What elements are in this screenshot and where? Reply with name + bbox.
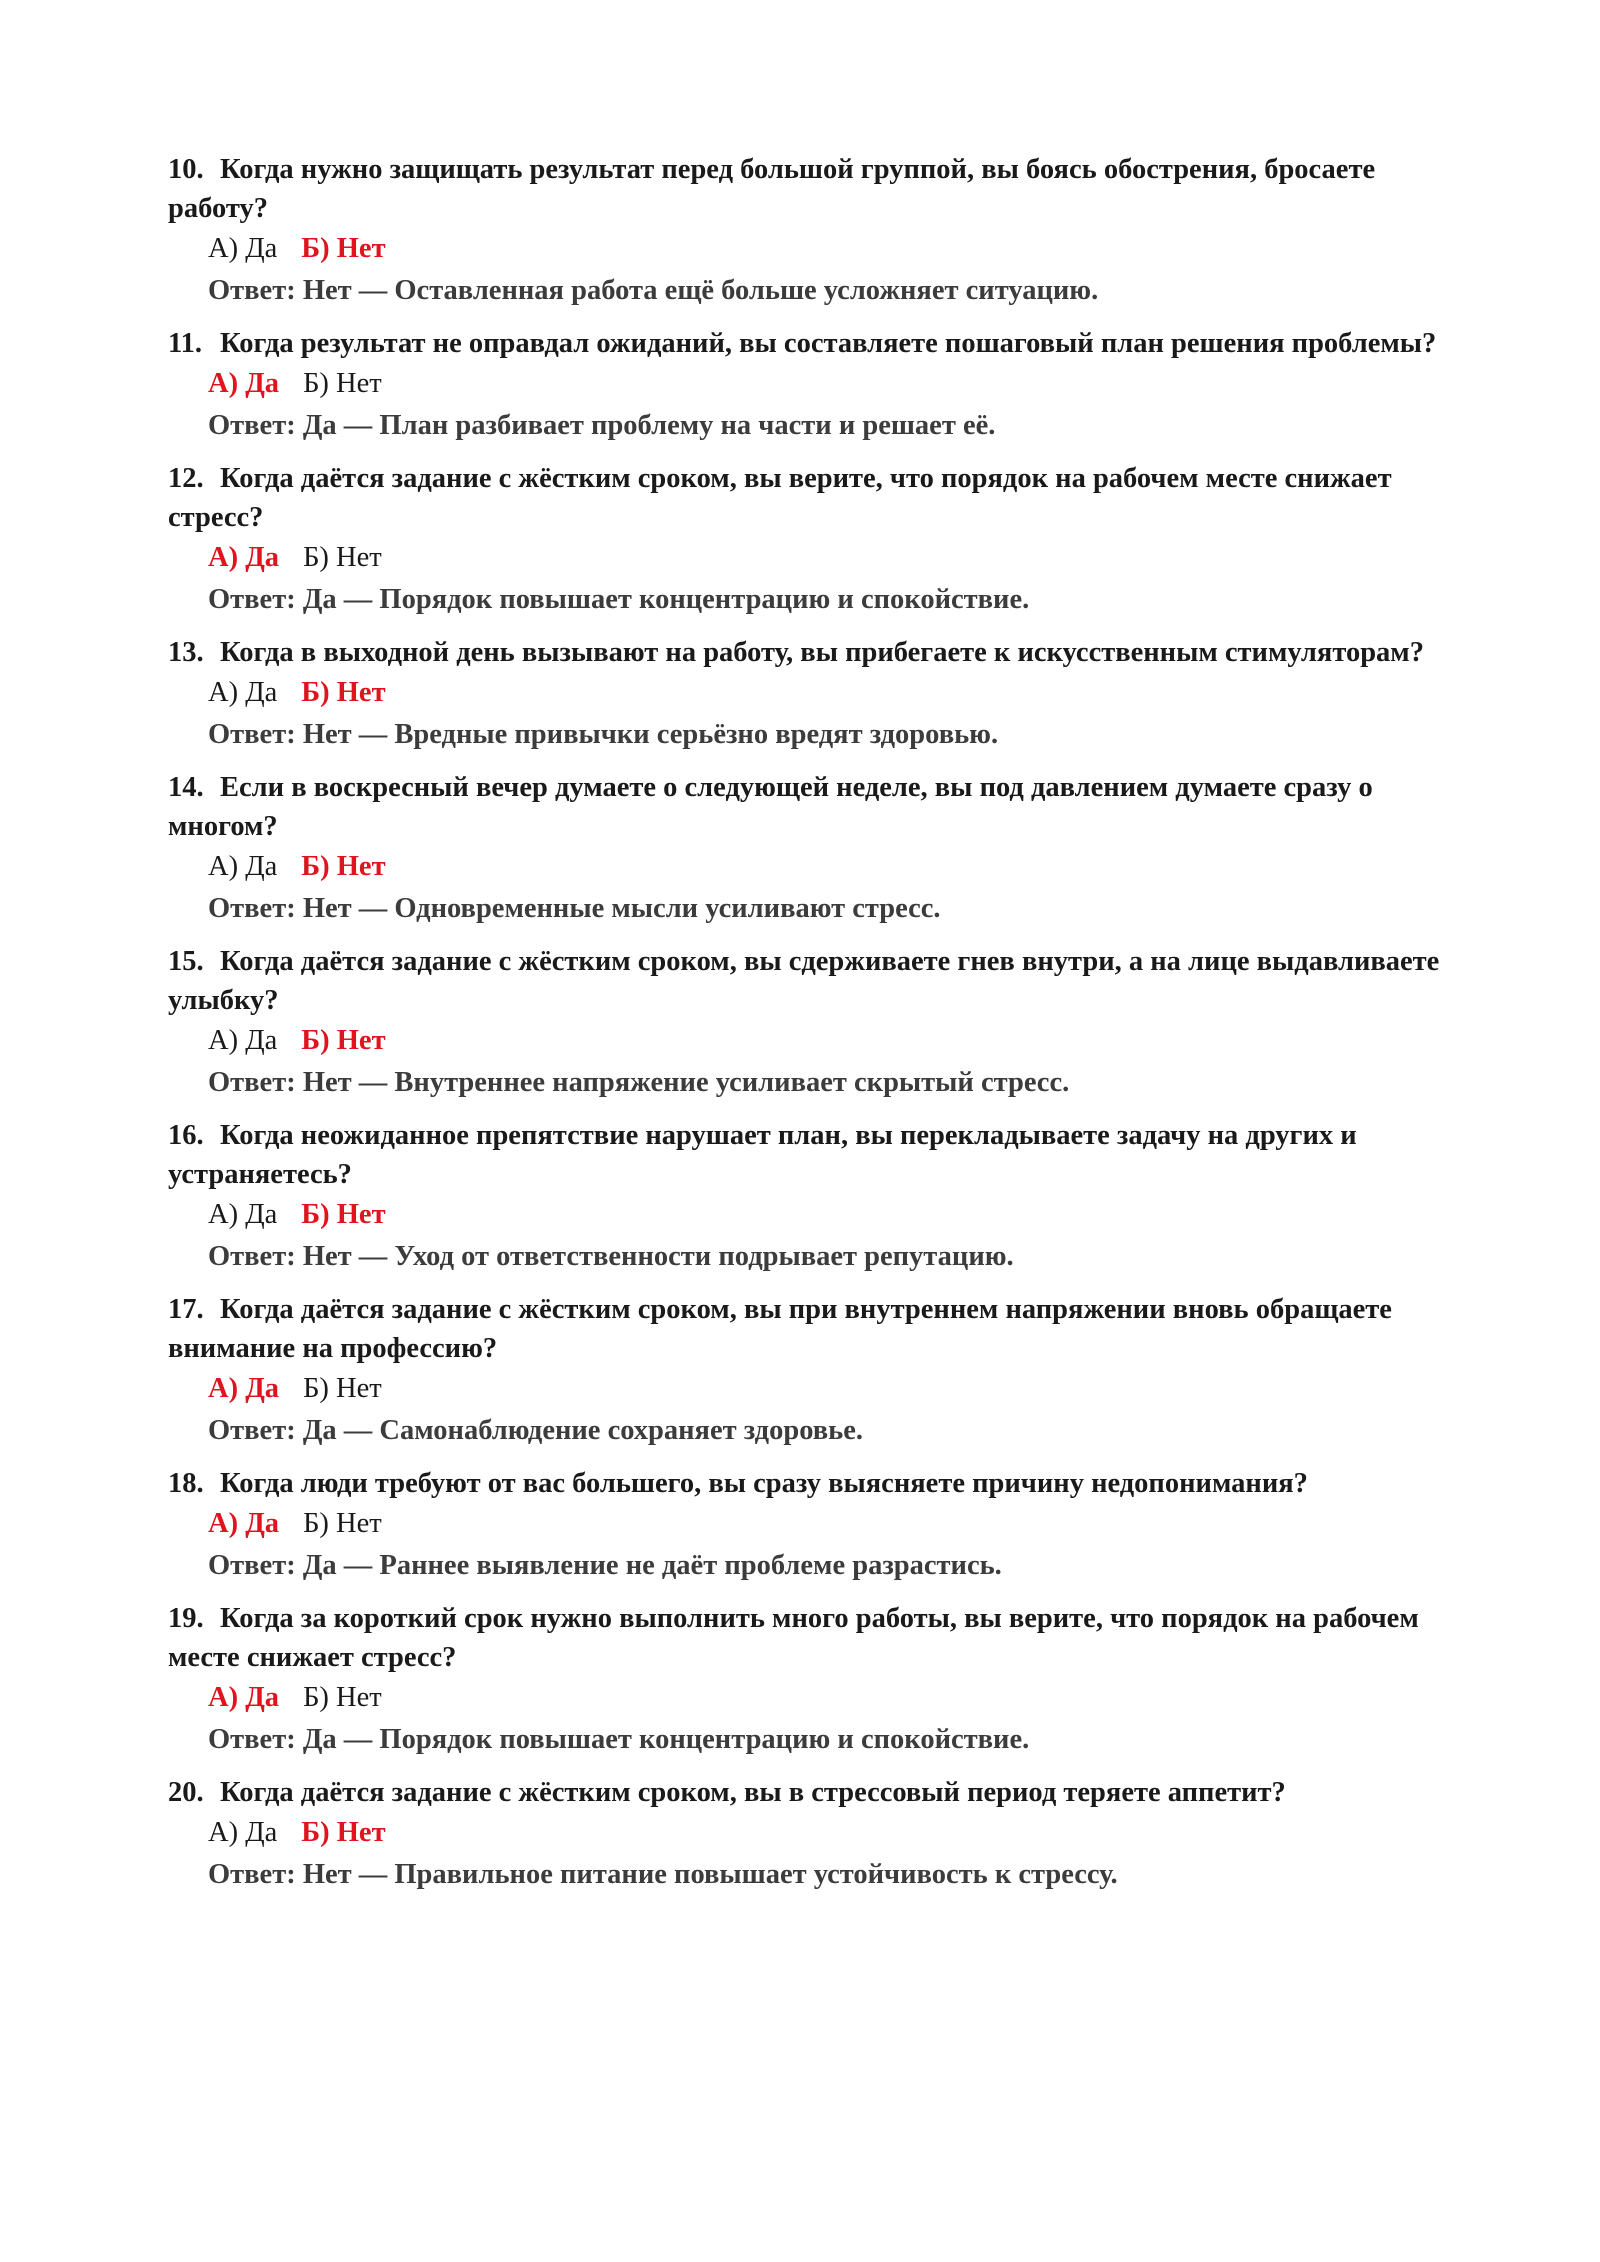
- answer-explanation: Ответ: Нет — Одновременные мысли усиливают стресс.: [208, 893, 941, 924]
- answer-options: [208, 1368, 1458, 1410]
- answer-explanation: Ответ: Да — Порядок повышает концентрацию и спокойствие.: [208, 584, 1030, 615]
- option: А) Да: [208, 1199, 278, 1230]
- option: А) Да: [208, 233, 278, 264]
- question-text: [168, 1464, 1458, 1503]
- question-block: [168, 1599, 1458, 1761]
- question-number: 19.: [168, 1603, 204, 1634]
- answer-options: [208, 1194, 1458, 1236]
- answer-options: [208, 846, 1458, 888]
- question-text: [168, 768, 1458, 846]
- question-text: [168, 324, 1458, 363]
- question-text: [168, 1773, 1458, 1812]
- option: Б) Нет: [303, 542, 382, 573]
- question-text: [168, 150, 1458, 228]
- question-body: Если в воскресный вечер думаете о следующей неделе, вы под давлением думаете сразу о многом?: [168, 772, 1373, 842]
- question-block: [168, 324, 1458, 447]
- question-block: [168, 633, 1458, 756]
- question-text: [168, 1599, 1458, 1677]
- answer-explanation: Ответ: Нет — Уход от ответственности подрывает репутацию.: [208, 1241, 1014, 1272]
- question-block: [168, 1773, 1458, 1896]
- answer-options: [208, 537, 1458, 579]
- question-block: [168, 1290, 1458, 1452]
- question-number: 18.: [168, 1468, 204, 1499]
- question-number: 14.: [168, 772, 204, 803]
- answer-options: [208, 1812, 1458, 1854]
- question-body: Когда даётся задание с жёстким сроком, вы при внутреннем напряжении вновь обращаете внимание на профессию?: [168, 1294, 1392, 1364]
- question-block: [168, 459, 1458, 621]
- question-number: 20.: [168, 1777, 204, 1808]
- question-block: [168, 1116, 1458, 1278]
- option-correct: Б) Нет: [301, 1817, 386, 1848]
- option-correct: А) Да: [208, 1508, 280, 1539]
- answer-explanation: Ответ: Нет — Правильное питание повышает устойчивость к стрессу.: [208, 1859, 1118, 1890]
- answer-explanation: Ответ: Нет — Внутреннее напряжение усиливает скрытый стресс.: [208, 1067, 1070, 1098]
- option-correct: Б) Нет: [301, 677, 386, 708]
- question-text: [168, 633, 1458, 672]
- answer-explanation: Ответ: Нет — Вредные привычки серьёзно вредят здоровью.: [208, 719, 999, 750]
- answer-options: [208, 228, 1458, 270]
- answer-explanation: Ответ: Да — План разбивает проблему на части и решает её.: [208, 410, 996, 441]
- question-body: Когда даётся задание с жёстким сроком, вы сдерживаете гнев внутри, а на лице выдавливаете улыбку?: [168, 946, 1440, 1016]
- answer-options: [208, 363, 1458, 405]
- question-number: 11.: [168, 328, 203, 359]
- question-number: 15.: [168, 946, 204, 977]
- question-block: [168, 768, 1458, 930]
- option: Б) Нет: [303, 1508, 382, 1539]
- question-body: Когда неожиданное препятствие нарушает план, вы перекладываете задачу на других и устраняетесь?: [168, 1120, 1357, 1190]
- question-text: [168, 1116, 1458, 1194]
- option: А) Да: [208, 851, 278, 882]
- question-body: Когда даётся задание с жёстким сроком, вы в стрессовый период теряете аппетит?: [220, 1777, 1286, 1808]
- question-body: Когда нужно защищать результат перед большой группой, вы боясь обострения, бросаете работу?: [168, 154, 1376, 224]
- option-correct: А) Да: [208, 542, 280, 573]
- question-number: 13.: [168, 637, 204, 668]
- question-list: [168, 150, 1458, 1908]
- question-block: [168, 150, 1458, 312]
- answer-options: [208, 1020, 1458, 1062]
- question-body: Когда за короткий срок нужно выполнить много работы, вы верите, что порядок на рабочем месте снижает стресс?: [168, 1603, 1419, 1673]
- question-block: [168, 1464, 1458, 1587]
- option: А) Да: [208, 1817, 278, 1848]
- answer-explanation: Ответ: Да — Порядок повышает концентрацию и спокойствие.: [208, 1724, 1030, 1755]
- question-number: 12.: [168, 463, 204, 494]
- question-number: 16.: [168, 1120, 204, 1151]
- option-correct: Б) Нет: [301, 1199, 386, 1230]
- option-correct: А) Да: [208, 1682, 280, 1713]
- option: Б) Нет: [303, 1682, 382, 1713]
- question-body: Когда в выходной день вызывают на работу, вы прибегаете к искусственным стимуляторам?: [220, 637, 1424, 668]
- option-correct: Б) Нет: [301, 1025, 386, 1056]
- question-body: Когда результат не оправдал ожиданий, вы составляете пошаговый план решения проблемы?: [220, 328, 1437, 359]
- option: А) Да: [208, 1025, 278, 1056]
- question-block: [168, 942, 1458, 1104]
- answer-options: [208, 1503, 1458, 1545]
- option: Б) Нет: [303, 368, 382, 399]
- question-number: 10.: [168, 154, 204, 185]
- answer-explanation: Ответ: Нет — Оставленная работа ещё больше усложняет ситуацию.: [208, 275, 1099, 306]
- question-text: [168, 942, 1458, 1020]
- option-correct: А) Да: [208, 1373, 280, 1404]
- question-body: Когда люди требуют от вас большего, вы сразу выясняете причину недопонимания?: [220, 1468, 1308, 1499]
- option-correct: Б) Нет: [301, 233, 386, 264]
- question-body: Когда даётся задание с жёстким сроком, вы верите, что порядок на рабочем месте снижает стресс?: [168, 463, 1392, 533]
- question-text: [168, 459, 1458, 537]
- option-correct: А) Да: [208, 368, 280, 399]
- option: Б) Нет: [303, 1373, 382, 1404]
- option-correct: Б) Нет: [301, 851, 386, 882]
- question-text: [168, 1290, 1458, 1368]
- answer-options: [208, 1677, 1458, 1719]
- answer-explanation: Ответ: Да — Самонаблюдение сохраняет здоровье.: [208, 1415, 863, 1446]
- question-number: 17.: [168, 1294, 204, 1325]
- answer-explanation: Ответ: Да — Раннее выявление не даёт проблеме разрастись.: [208, 1550, 1002, 1581]
- option: А) Да: [208, 677, 278, 708]
- answer-options: [208, 672, 1458, 714]
